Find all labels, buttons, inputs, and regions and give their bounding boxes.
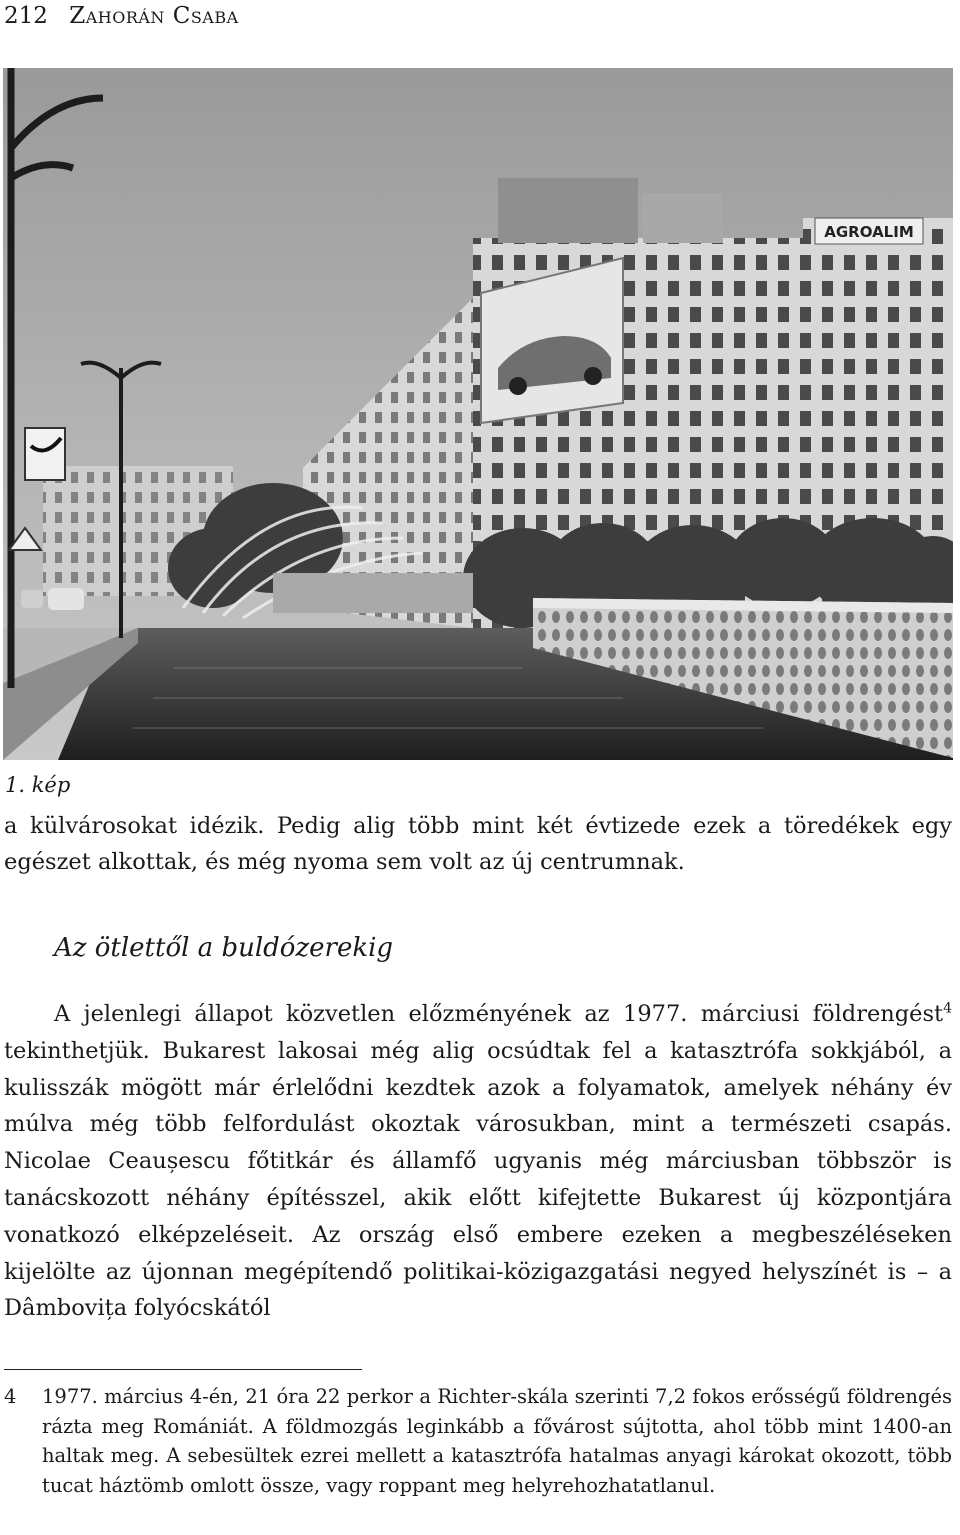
footnote-number: 4 bbox=[4, 1385, 17, 1408]
running-header bbox=[4, 0, 239, 32]
paragraph-continuation: a külvárosokat idézik. Pedig alig több mint két évtizede ezek a töredékek egy egészet alkottak, és még nyoma sem volt az új centrumnak. bbox=[4, 813, 952, 875]
agroalim-sign: AGROALIM bbox=[824, 223, 914, 241]
figure-caption: 1. kép bbox=[5, 773, 71, 797]
rooftop-sign bbox=[498, 178, 638, 243]
footnote-divider bbox=[4, 1369, 362, 1370]
paragraph-main bbox=[4, 996, 952, 1327]
car bbox=[48, 588, 84, 610]
running-head-author: Zahorán Csaba bbox=[69, 3, 239, 29]
footnote-text: 1977. március 4-én, 21 óra 22 perkor a Richter-skála szerinti 7,2 fokos erősségű földrengés rázta meg Romániát. A földmozgás leginkább a fővárost sújtotta, ahol több mint 1400-an haltak meg. A sebesültek ezrei mellett a katasztrófa hatalmas anyagi károkat okozott, több tucat háztömb omlott össze, vagy roppant meg helyrehozhatatlanul. bbox=[42, 1385, 952, 1497]
fountain-basin bbox=[273, 573, 473, 613]
footnote bbox=[4, 1382, 952, 1500]
paragraph-text-start: A jelenlegi állapot közvetlen előzményének az 1977. márciusi földrengést bbox=[54, 1001, 944, 1027]
section-subheading: Az ötlettől a buldózerekig bbox=[54, 933, 394, 963]
photo-illustration bbox=[3, 68, 953, 760]
footnote-reference[interactable]: 4 bbox=[943, 1000, 952, 1017]
nike-sign bbox=[25, 428, 65, 480]
photograph-bucharest-fountain bbox=[3, 68, 953, 760]
page-number: 212 bbox=[4, 3, 48, 29]
paragraph-text-rest: tekinthetjük. Bukarest lakosai még alig ocsúdtak fel a katasztrófa sokkjából, a kulisszák mögött már érlelődni kezdtek azok a folyamatok, amelyek néhány év múlva még több felfordulást okoztak városukban, mint a természeti csapás. Nicolae Ceaușescu főtitkár és államfő ugyanis még márciusban többször is tanácskozott néhány építésszel, akik előtt kifejtette Bukarest új központjára vonatkozó elképzeléseit. Az ország első embere ezeken a megbeszéléseken kijelölte az újonnan megépítendő politikai-közigazgatási negyed helyszínét is – a Dâmbovița folyócskától bbox=[4, 1037, 952, 1322]
